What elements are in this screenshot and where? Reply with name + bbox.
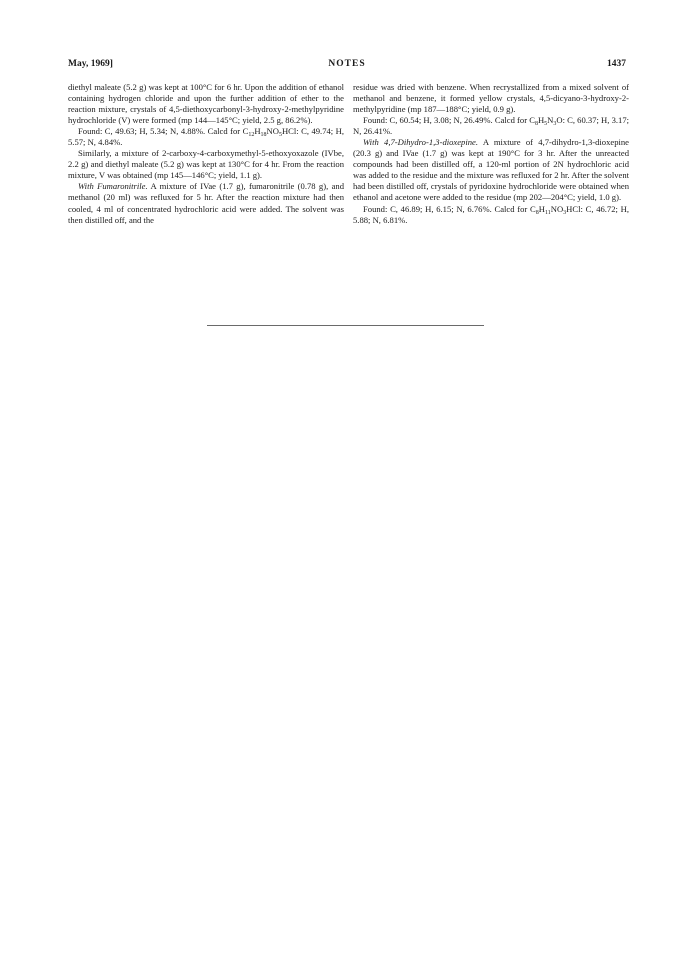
formula-subscript: 5 [278,132,282,139]
formula-part: H [538,203,545,214]
formula-part: H [537,115,545,126]
formula-subscript: 18 [260,132,267,139]
paragraph-analysis-v [68,126,344,148]
paragraph-fumaronitrile [68,181,344,225]
analysis-text: Found: C, 46.89; H, 6.15; N, 6.76%. Calcd for [363,203,530,214]
analysis-text: Found: C, 60.54; H, 3.08; N, 26.49%. Calcd for [363,115,530,126]
formula-subscript: 3 [553,121,557,128]
formula-subscript: 12 [248,132,255,139]
formula-subscript: 8 [535,209,539,216]
formula-part: NO [550,203,564,214]
fumaronitrile-text: A mixture of IVae (1.7 g), fumaronitrile (0.78 g), and methanol (20 ml) was refluxed for 5 hr. After the reaction mixture had then cooled, 4 ml of concentrated hydrochloric acid were added. The solvent was then distilled off, and the [68,181,344,225]
analysis-calcd: HCl: C, 46.72; H, 5.88; N, 6.81%. [353,203,629,225]
formula-part: NO [266,126,279,137]
section-heading-dioxepine: With 4,7-Dihydro-1,3-dioxepine. [363,137,478,148]
paragraph-pyridine-v-synthesis: diethyl maleate (5.2 g) was kept at 100°C for 6 hr. Upon the addition of ethanol containing hydrogen chloride and upon the further addition of ether to the reaction mixture, crystals of 4,5-diethoxycarbonyl-3-hydroxy-2-methylpyridine hydrochloride (V) were formed (mp 144—145°C; yield, 2.5 g, 86.2%). [68,82,344,126]
analysis-text: Found: C, 49.63; H, 5.34; N, 4.88%. Calcd for [78,126,243,137]
formula-subscript: 8 [534,121,538,128]
formula-part: C [530,203,536,214]
formula-part: C [242,126,249,137]
formula-subscript: 11 [544,209,551,216]
paragraph-analysis-dicyano [353,115,629,137]
left-column [68,82,344,226]
header-section: NOTES [328,59,366,69]
section-heading-fumaronitrile: With Fumaronitrile. [78,181,148,192]
dioxepine-text: A mixture of 4,7-dihydro-1,3-dioxepine (20.3 g) and IVae (1.7 g) was kept at 190°C for 3 hr. After the unreacted compounds had been distilled off, a 120-ml portion of 2N hydrochloric acid was added to the residue and the mixture was refluxed for 2 hr. After the solvent had been distilled off, crystals of pyridoxine hydrochloride were obtained when ethanol and acetone were added to the residue (mp 202—204°C; yield, 1.0 g). [353,137,629,203]
formula-part: N [547,115,554,126]
page-header [68,59,626,73]
paragraph-ivbe-route: Similarly, a mixture of 2-carboxy-4-carboxymethyl-5-ethoxyoxazole (IVbe, 2.2 g) and diethyl maleate (5.2 g) was kept at 130°C for 4 hr. From the reaction mixture, V was obtained (mp 145—146°C; yield, 1.1 g). [68,148,344,181]
header-page-number: 1437 [607,59,626,69]
formula-part: C [529,115,535,126]
paragraph-dioxepine [353,137,629,203]
formula-subscript: 3 [563,209,567,216]
analysis-calcd: O: C, 60.37; H, 3.17; N, 26.41%. [353,115,629,137]
right-column [353,82,629,226]
formula-subscript: 5 [544,121,548,128]
header-date: May, 1969] [68,59,113,69]
end-of-article-rule [207,325,484,326]
paragraph-dicyano-product: residue was dried with benzene. When recrystallized from a mixed solvent of methanol and benzene, it formed yellow crystals, 4,5-dicyano-3-hydroxy-2-methylpyridine (mp 187—188°C; yield, 0.9 g). [353,82,629,115]
paragraph-analysis-pyridoxine [353,204,629,226]
formula-part: H [254,126,261,137]
analysis-calcd: HCl: C, 49.74; H, 5.57; N, 4.84%. [68,126,344,148]
